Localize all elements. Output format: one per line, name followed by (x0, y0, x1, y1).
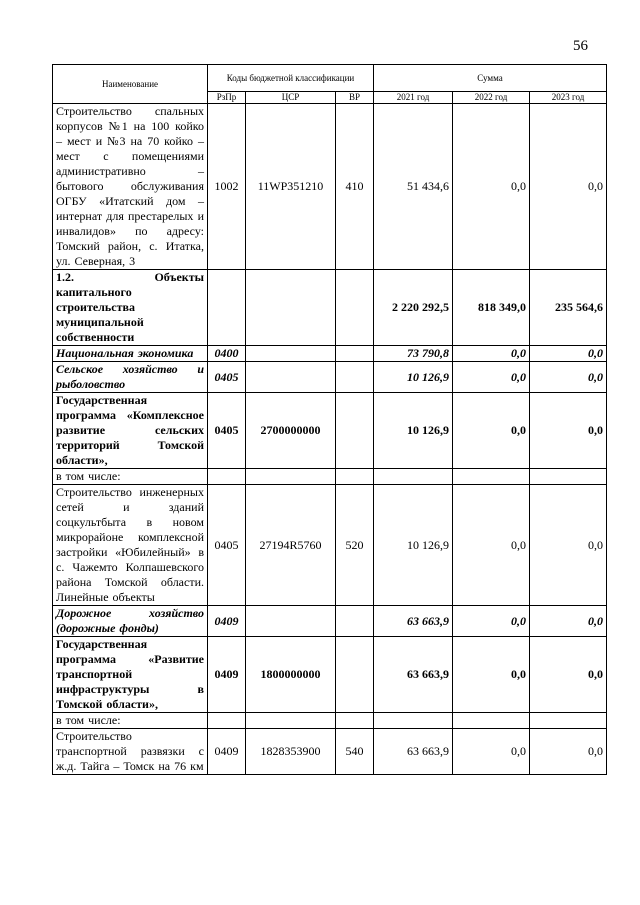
row-vr (336, 469, 374, 485)
row-csr (246, 362, 336, 393)
row-rzpr (208, 713, 246, 729)
row-vr: 410 (336, 104, 374, 270)
row-rzpr: 0400 (208, 346, 246, 362)
row-name: в том числе: (53, 713, 208, 729)
header-rzpr: РзПр (208, 92, 246, 104)
row-name: Сельское хозяйство и рыболовство (53, 362, 208, 393)
row-sum-2021: 10 126,9 (374, 362, 453, 393)
row-sum-2021: 63 663,9 (374, 606, 453, 637)
row-sum-2021 (374, 469, 453, 485)
row-sum-2021: 63 663,9 (374, 637, 453, 713)
row-sum-2023: 0,0 (530, 362, 607, 393)
row-csr: 2700000000 (246, 393, 336, 469)
header-2022: 2022 год (453, 92, 530, 104)
row-sum-2022: 0,0 (453, 485, 530, 606)
row-sum-2022: 0,0 (453, 346, 530, 362)
row-csr (246, 606, 336, 637)
row-rzpr (208, 469, 246, 485)
row-rzpr (208, 270, 246, 346)
row-csr (246, 469, 336, 485)
row-sum-2022: 0,0 (453, 729, 530, 775)
row-name: Государственная программа «Комплексное развитие сельских территорий Томской области», (53, 393, 208, 469)
row-rzpr: 0405 (208, 393, 246, 469)
row-name: Национальная экономика (53, 346, 208, 362)
header-codes-group: Коды бюджетной классификации (208, 65, 374, 92)
row-sum-2022: 818 349,0 (453, 270, 530, 346)
row-sum-2022 (453, 469, 530, 485)
row-sum-2023: 235 564,6 (530, 270, 607, 346)
row-sum-2022: 0,0 (453, 362, 530, 393)
row-sum-2021: 10 126,9 (374, 393, 453, 469)
header-vr: ВР (336, 92, 374, 104)
table-row (53, 393, 607, 469)
table-header-row (53, 65, 607, 92)
row-csr: 1828353900 (246, 729, 336, 775)
table-row (53, 713, 607, 729)
row-sum-2022: 0,0 (453, 104, 530, 270)
row-sum-2023: 0,0 (530, 346, 607, 362)
row-vr (336, 346, 374, 362)
row-sum-2021: 10 126,9 (374, 485, 453, 606)
row-sum-2022: 0,0 (453, 637, 530, 713)
row-sum-2023: 0,0 (530, 393, 607, 469)
row-sum-2021: 51 434,6 (374, 104, 453, 270)
row-name: в том числе: (53, 469, 208, 485)
budget-table (52, 64, 607, 775)
row-sum-2021: 63 663,9 (374, 729, 453, 775)
row-name: Дорожное хозяйство (дорожные фонды) (53, 606, 208, 637)
header-csr: ЦСР (246, 92, 336, 104)
row-sum-2021 (374, 713, 453, 729)
row-csr (246, 346, 336, 362)
row-sum-2023: 0,0 (530, 729, 607, 775)
row-vr (336, 606, 374, 637)
table-row (53, 104, 607, 270)
row-sum-2023: 0,0 (530, 104, 607, 270)
row-sum-2021: 73 790,8 (374, 346, 453, 362)
row-name: Строительство спальных корпусов №1 на 100 койко – мест и №3 на 70 койко – мест с помещениями административно – бытового обслуживания ОГБУ «Итатский дом – интернат для престарелых и инвалидов» по адресу: Томский район, с. Итатка, ул. Северная, 3 (53, 104, 208, 270)
row-sum-2022: 0,0 (453, 393, 530, 469)
row-vr (336, 637, 374, 713)
row-csr: 11WP351210 (246, 104, 336, 270)
row-rzpr: 1002 (208, 104, 246, 270)
row-name: 1.2. Объекты капитального строительства муниципальной собственности (53, 270, 208, 346)
row-sum-2021: 2 220 292,5 (374, 270, 453, 346)
header-name: Наименование (53, 65, 208, 104)
table-row (53, 346, 607, 362)
row-vr: 540 (336, 729, 374, 775)
row-csr (246, 270, 336, 346)
table-row (53, 485, 607, 606)
table-row (53, 270, 607, 346)
row-vr (336, 713, 374, 729)
row-vr (336, 393, 374, 469)
row-sum-2023: 0,0 (530, 637, 607, 713)
table-row (53, 729, 607, 775)
table-row (53, 637, 607, 713)
row-vr (336, 362, 374, 393)
header-sum-group: Сумма (374, 65, 607, 92)
row-csr: 27194R5760 (246, 485, 336, 606)
table-row (53, 469, 607, 485)
row-name: Государственная программа «Развитие транспортной инфраструктуры в Томской области», (53, 637, 208, 713)
row-vr: 520 (336, 485, 374, 606)
row-sum-2023 (530, 469, 607, 485)
row-rzpr: 0405 (208, 485, 246, 606)
row-rzpr: 0409 (208, 606, 246, 637)
table-row (53, 606, 607, 637)
row-sum-2022: 0,0 (453, 606, 530, 637)
row-csr (246, 713, 336, 729)
row-name: Строительство транспортной развязки с ж.д. Тайга – Томск на 76 км (53, 729, 208, 775)
row-rzpr: 0409 (208, 637, 246, 713)
row-rzpr: 0409 (208, 729, 246, 775)
header-2021: 2021 год (374, 92, 453, 104)
row-sum-2022 (453, 713, 530, 729)
row-vr (336, 270, 374, 346)
header-2023: 2023 год (530, 92, 607, 104)
row-sum-2023: 0,0 (530, 606, 607, 637)
page-number: 56 (573, 38, 588, 54)
table-row (53, 362, 607, 393)
row-csr: 1800000000 (246, 637, 336, 713)
row-name: Строительство инженерных сетей и зданий соцкультбыта в новом микрорайоне комплексной застройки «Юбилейный» в с. Чажемто Колпашевского района Томской области. Линейные объекты (53, 485, 208, 606)
row-sum-2023: 0,0 (530, 485, 607, 606)
row-sum-2023 (530, 713, 607, 729)
row-rzpr: 0405 (208, 362, 246, 393)
